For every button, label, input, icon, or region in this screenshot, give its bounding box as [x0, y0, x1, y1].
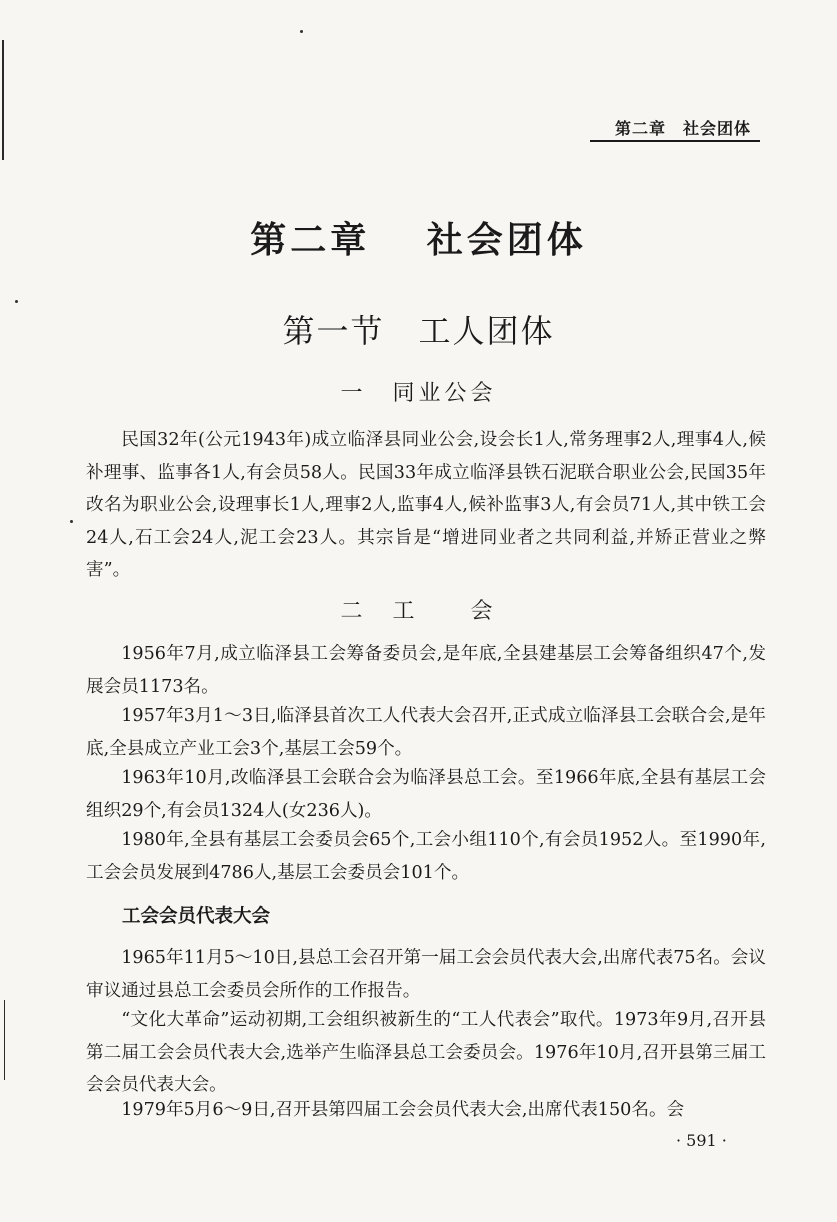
paragraph-union-1980: 1980年,全县有基层工会委员会65个,工会小组110个,有会员1952人。至1990年,工会会员发展到4786人,基层工会委员会101个。 — [86, 830, 766, 883]
paragraph-congress-cultural-revolution: “文化大革命”运动初期,工会组织被新生的“工人代表会”取代。1973年9月,召开县第二届工会会员代表大会,选举产生临泽县总工会委员会。1976年10月,召开县第三届工会会员代表大会。 — [86, 1010, 766, 1095]
subsection-title-union: 二 工 会 — [340, 599, 497, 624]
paragraph-congress-1979: 1979年5月6～9日,召开县第四届工会会员代表大会,出席代表150名。会 — [121, 1100, 685, 1120]
scan-edge-mark — [4, 1000, 5, 1080]
chapter-title: 第二章 社会团体 — [250, 220, 587, 261]
scan-speck — [70, 520, 73, 523]
paragraph-guild: 民国32年(公元1943年)成立临泽县同业公会,设会长1人,常务理事2人,理事4人,候补理事、监事各1人,有会员58人。民国33年成立临泽县铁石泥联合职业公会,民国35年改名为职业公会,设理事长1人,理事2人,监事4人,候补监事3人,有会员71人,其中铁工会24人,石工会24人,泥工会23人。其宗旨是“增进同业者之共同利益,并矫正营业之弊害”。 — [86, 430, 766, 580]
paragraph-congress-1965: 1965年11月5～10日,县总工会召开第一届工会会员代表大会,出席代表75名。会议审议通过县总工会委员会所作的工作报告。 — [86, 948, 766, 1001]
running-header: 第二章 社会团体 — [614, 119, 751, 138]
section-title: 第一节 工人团体 — [282, 312, 555, 350]
running-header-rule — [590, 140, 760, 142]
paragraph-union-1956: 1956年7月,成立临泽县工会筹备委员会,是年底,全县建基层工会筹备组织47个,发展会员1173名。 — [86, 644, 766, 697]
scan-speck — [300, 30, 303, 33]
scan-speck — [15, 300, 18, 303]
heading-congress: 工会会员代表大会 — [122, 906, 271, 927]
subsection-title-guild: 一 同业公会 — [340, 381, 497, 406]
paragraph-union-1957: 1957年3月1～3日,临泽县首次工人代表大会召开,正式成立临泽县工会联合会,是年底,全县成立产业工会3个,基层工会59个。 — [86, 706, 766, 759]
page-number: · 591 · — [676, 1131, 727, 1150]
scan-edge-mark — [2, 40, 4, 160]
paragraph-union-1963: 1963年10月,改临泽县工会联合会为临泽县总工会。至1966年底,全县有基层工会组织29个,有会员1324人(女236人)。 — [86, 768, 766, 821]
